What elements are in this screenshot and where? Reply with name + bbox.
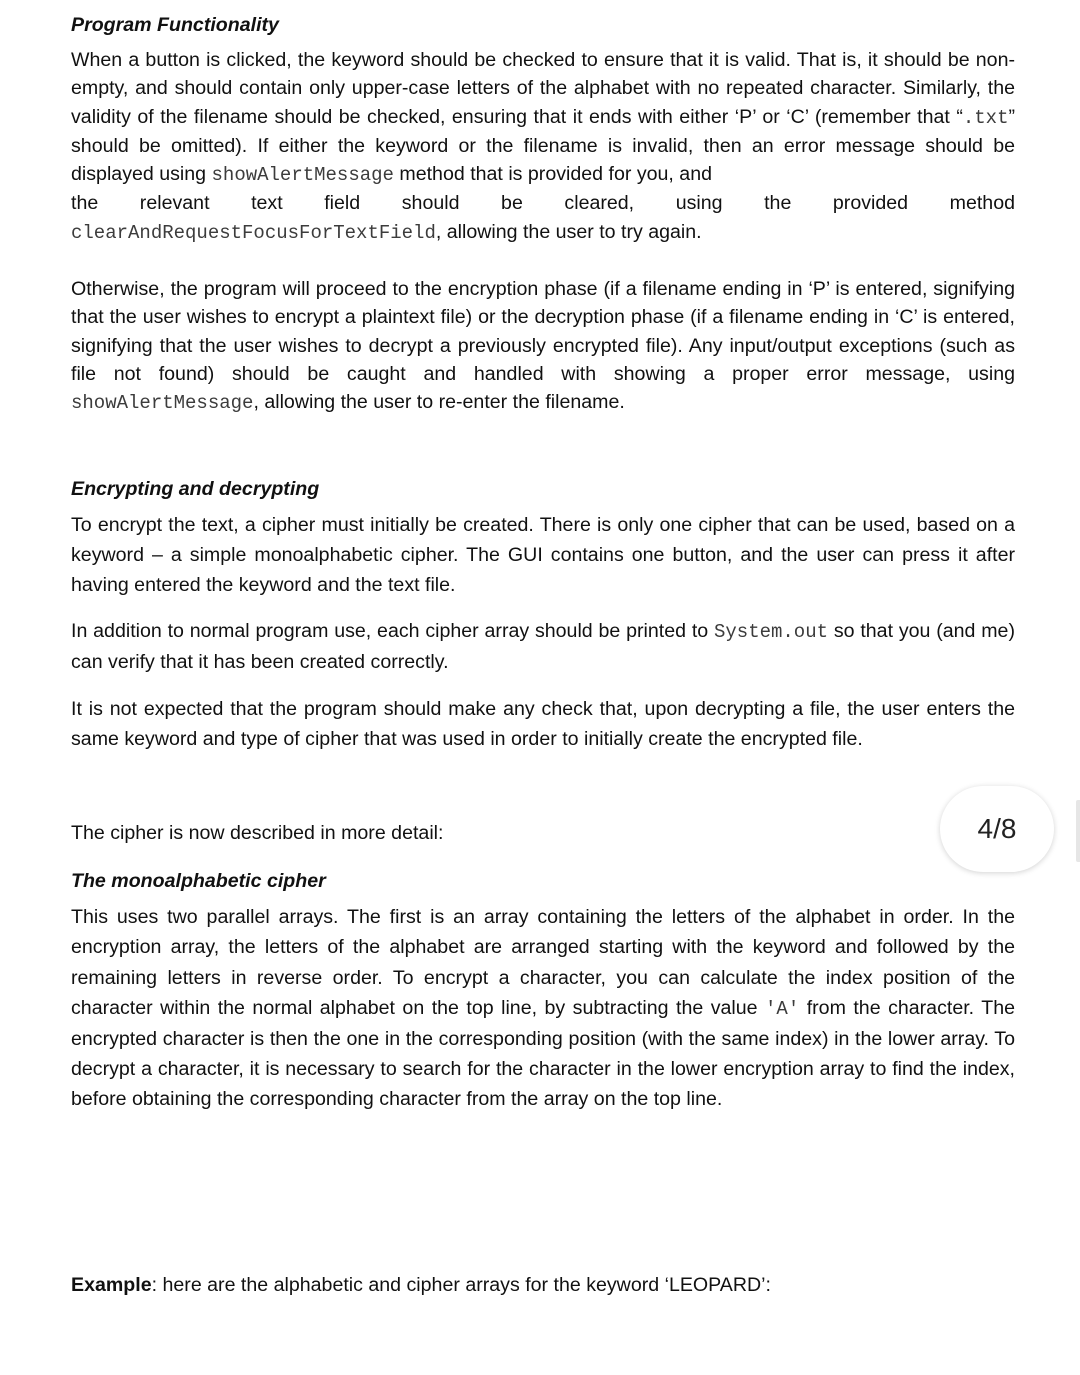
example-text: : here are the alphabetic and cipher arrays for the keyword ‘LEOPARD’: (151, 1273, 771, 1296)
encrypting-paragraph-1: To encrypt the text, a cipher must initially be created. There is only one cipher that can be used, based on a keyword – a simple monoalphabetic cipher. The GUI contains one button, and the user can press it after having entered the keyword and the text file. (71, 513, 1015, 596)
encrypting-heading: Encrypting and decrypting (71, 477, 320, 500)
code-char-a: 'A' (765, 997, 800, 1020)
program-functionality-heading: Program Functionality (71, 14, 279, 36)
functionality-p1-text-e: , allowing the user to try again. (435, 220, 702, 243)
code-show-alert-message: showAlertMessage (211, 164, 394, 187)
code-system-out: System.out (713, 621, 829, 644)
code-txt: .txt (962, 106, 1009, 129)
monoalphabetic-heading: The monoalphabetic cipher (71, 870, 326, 893)
scroll-edge-handle[interactable] (1076, 800, 1080, 862)
functionality-p1-text-c: method that is provided for you, and (393, 163, 712, 186)
example-label: Example (71, 1273, 152, 1296)
example-paragraph (71, 1271, 1015, 1299)
functionality-paragraph-2 (71, 275, 1015, 417)
encrypting-paragraph-2 (71, 616, 1015, 677)
functionality-p1-text-b: ” should be omitted). If either the keyword or the filename is invalid, then an error message should be displayed using (71, 105, 1015, 186)
functionality-p1-text-d: the relevant text field should be cleared, using the provided method (71, 192, 1015, 215)
code-show-alert-message-2: showAlertMessage (71, 392, 254, 415)
cipher-intro-text: The cipher is now described in more detail: (71, 821, 444, 844)
document-page (71, 10, 1015, 1299)
page-indicator: 4/8 (940, 786, 1054, 872)
functionality-paragraph-1 (71, 46, 1015, 247)
encrypting-p2-text-b: so that you (and me) can verify that it has been created correctly. (71, 620, 1015, 674)
functionality-p2-text-b: , allowing the user to re-enter the filename. (253, 391, 625, 414)
functionality-p2-text-a: Otherwise, the program will proceed to the encryption phase (if a filename ending in ‘P’ is entered, signifying that the user wishes to encrypt a plaintext file) or the decryption phase (if a filename ending in ‘C’ is entered, signifying that the user wishes to decrypt a previously encrypted file). Any input/output exceptions (such as file not found) should be caught and handled with showing a proper error message, using (71, 278, 1015, 385)
monoalphabetic-paragraph (71, 902, 1015, 1114)
mono-p1-text-a: This uses two parallel arrays. The first is an array containing the letters of the alphabet in order. In the encryption array, the letters of the alphabet are arranged starting with the keyword and followed by the remaining letters in reverse order. To encrypt a character, you can calculate the index position of the character within the normal alphabet on the top line, by subtracting the value (71, 906, 1015, 1019)
encrypting-paragraph-3: It is not expected that the program should make any check that, upon decrypting a file, the user enters the same keyword and type of cipher that was used in order to initially create the encrypted file. (71, 697, 1015, 750)
mono-p1-text-b: from the character. The encrypted character is then the one in the corresponding position (with the same index) in the lower array. To decrypt a character, it is necessary to search for the character in the lower encryption array to find the index, before obtaining the corresponding character from the array on the top line. (71, 996, 1015, 1111)
encrypting-p2-text-a: In addition to normal program use, each cipher array should be printed to (71, 620, 714, 643)
code-clear-and-request-focus: clearAndRequestFocusForTextField (71, 221, 436, 244)
functionality-p1-text-a: When a button is clicked, the keyword should be checked to ensure that it is valid. That is, it should be non-empty, and should contain only upper-case letters of the alphabet with no repeated character. Similarly, the validity of the filename should be checked, ensuring that it ends with either ‘P’ or ‘C’ (remember that “ (71, 49, 1015, 128)
